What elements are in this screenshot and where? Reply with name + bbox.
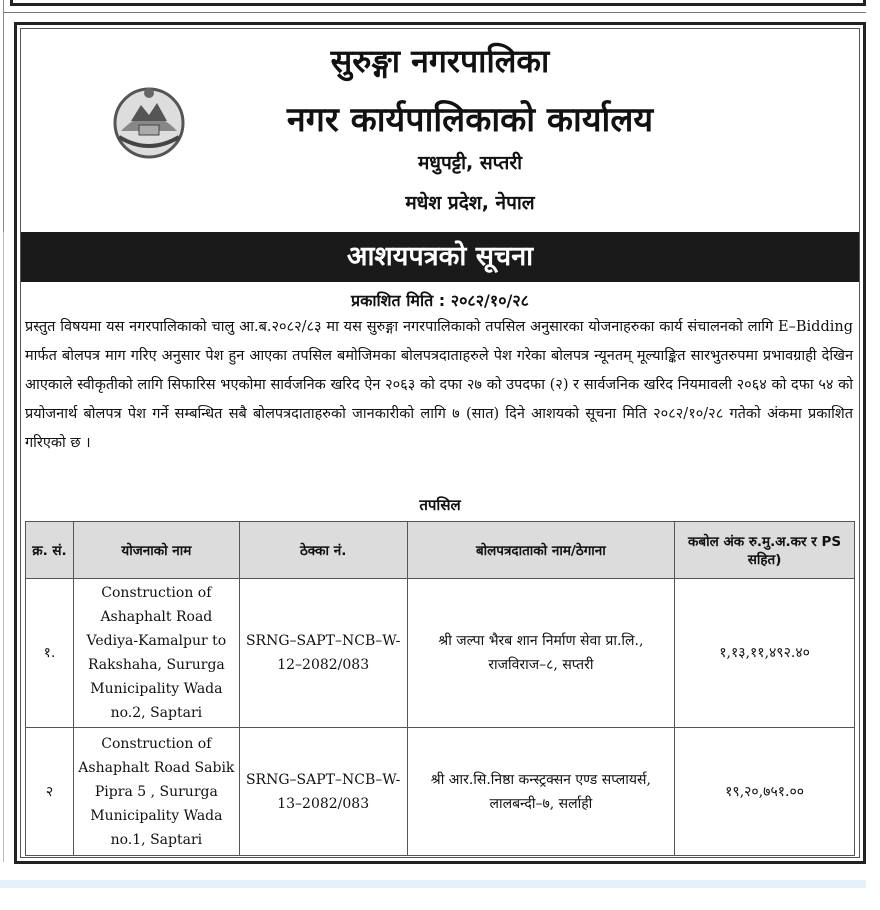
notice-frame [14, 22, 866, 864]
header-bidder: बोलपत्रदाताको नाम/ठेगाना [407, 522, 675, 579]
table-row [26, 579, 855, 728]
cell-contract: SRNG–SAPT–NCB–W-13–2082/083 [239, 728, 407, 856]
table-title: तपसिल [419, 496, 461, 514]
header-amount: कबोल अंक रु.मु.अ.कर र PS सहित) [675, 522, 855, 579]
published-date: प्रकाशित मिति : २०८२/१०/२८ [350, 291, 529, 310]
notice-title-banner: आशयपत्रको सूचना [21, 232, 859, 282]
header-contract: ठेक्का नं. [239, 522, 407, 579]
table-header-row [26, 522, 855, 579]
previous-notice-border [10, 0, 866, 6]
municipality-name: सुरुङ्गा नगरपालिका [330, 42, 550, 80]
cell-amount: १,१३,११,४९२.४० [675, 579, 855, 728]
divider [3, 0, 4, 232]
province-line: मधेश प्रदेश, नेपाल [405, 192, 535, 214]
page-bottom-bar [0, 880, 866, 888]
cell-contract: SRNG–SAPT–NCB–W-12–2082/083 [239, 579, 407, 728]
cell-sn: १. [26, 579, 74, 728]
cell-project: Construction of Ashaphalt Road Vediya-Kamalpur to Rakshaha, Sururga Municipality Wada no.2, Saptari [73, 579, 239, 728]
cell-bidder: श्री जल्पा भैरब शान निर्माण सेवा प्रा.लि., राजविराज–८, सप्तरी [407, 579, 675, 728]
header-project: योजनाको नाम [73, 522, 239, 579]
header-sn: क्र. सं. [26, 522, 74, 579]
notice-body: प्रस्तुत विषयमा यस नगरपालिकाको चालु आ.ब.२०८२/८३ मा यस सुरुङ्गा नगरपालिकाको तपसिल अनुसारका योजनाहरुका कार्य संचालनको लागि E–Bidding मार्फत बोलपत्र माग गरिए अनुसार पेश हुन आएका तपसिल बमोजिमका बोलपत्रदाताहरुले पेश गरेका बोलपत्र न्यूनतम् मूल्याङ्कित सारभुतरुपमा प्रभावग्राही देखिन आएकाले स्वीकृतीको लागि सिफारिस भएकोमा सार्वजनिक खरिद ऐन २०६३ को दफा २७ को उपदफा (२) र सार्वजनिक खरिद नियमावली २०६४ को दफा ५४ को प्रयोजनार्थ बोलपत्र पेश गर्ने सम्बन्धित सबै बोलपत्रदाताहरुको जानकारीको लागि ७ (सात) दिने आशयको सूचना मिति २०८२/१०/२८ गतेको अंकमा प्रकाशित गरिएको छ । [25, 319, 853, 451]
table-row [26, 728, 855, 856]
cell-sn: २ [26, 728, 74, 856]
cell-bidder: श्री आर.सि.निष्ठा कन्स्ट्रक्सन एण्ड सप्लायर्स, लालबन्दी–७, सर्लाही [407, 728, 675, 856]
cell-amount: १९,२०,७५१.०० [675, 728, 855, 856]
office-name: नगर कार्यपालिकाको कार्यालय [286, 100, 654, 140]
divider [3, 232, 4, 862]
address-line: मधुपट्टी, सप्तरी [417, 152, 523, 174]
divider [4, 12, 866, 13]
bid-table [25, 521, 855, 856]
cell-project: Construction of Ashaphalt Road Sabik Pipra 5 , Sururga Municipality Wada no.1, Saptari [73, 728, 239, 856]
